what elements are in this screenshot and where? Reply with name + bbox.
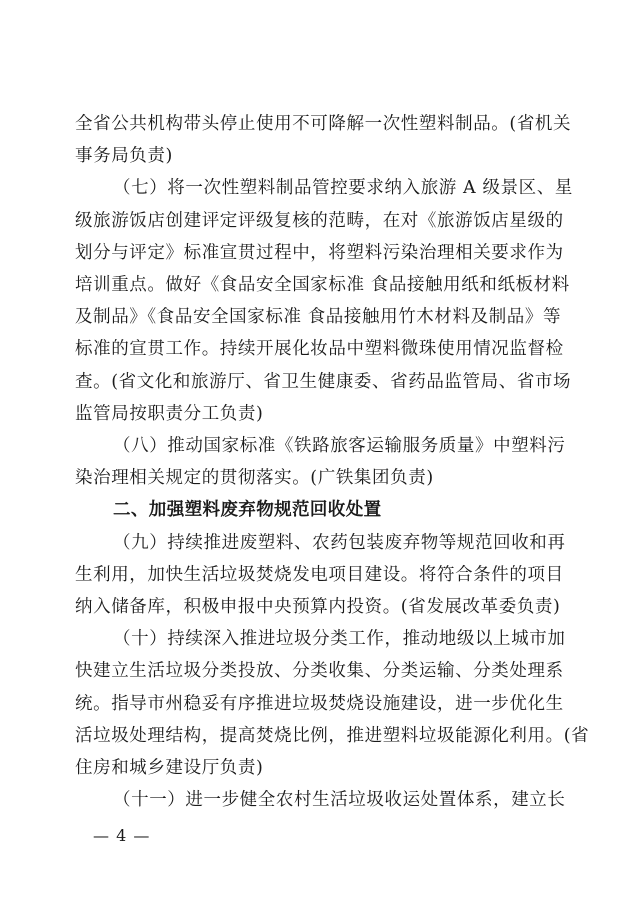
text-line-15: 生利用，加快生活垃圾焚烧发电项目建设。将符合条件的项目	[75, 565, 564, 585]
text-line-10: 监管局按职责分工负责)	[75, 404, 264, 424]
text-line-6: 培训重点。做好《食品安全国家标准 食品接触用纸和纸板材料	[75, 275, 570, 295]
text-line-18: 快建立生活垃圾分类投放、分类收集、分类运输、分类处理系	[75, 661, 564, 681]
text-line-19: 统。指导市州稳妥有序推进垃圾焚烧设施建设，进一步优化生	[75, 694, 564, 714]
text-line-2: 事务局负责)	[75, 146, 173, 166]
text-line-3: （七）将一次性塑料制品管控要求纳入旅游 A 级景区、星	[113, 178, 573, 198]
text-line-21: 住房和城乡建设厅负责)	[75, 758, 264, 778]
section-heading: 二、加强塑料废弃物规范回收处置	[113, 500, 382, 520]
text-line-14: （九）持续推进废塑料、农药包装废弃物等规范回收和再	[113, 533, 566, 553]
text-line-17: （十）持续深入推进垃圾分类工作，推动地级以上城市加	[113, 629, 566, 649]
text-line-22: （十一）进一步健全农村生活垃圾收运处置体系，建立长	[113, 790, 566, 810]
text-line-16: 纳入储备库，积极申报中央预算内投资。(省发展改革委负责)	[75, 597, 561, 617]
page-number: — 4 —	[93, 826, 151, 845]
text-line-11: （八）推动国家标准《铁路旅客运输服务质量》中塑料污	[113, 436, 566, 456]
text-line-7: 及制品》《食品安全国家标准 食品接触用竹木材料及制品》等	[75, 307, 562, 327]
text-line-12: 染治理相关规定的贯彻落实。(广铁集团负责)	[75, 468, 434, 488]
text-line-4: 级旅游饭店创建评定评级复核的范畴，在对《旅游饭店星级的	[75, 211, 564, 231]
text-line-20: 活垃圾处理结构，提高焚烧比例，推进塑料垃圾能源化利用。(省	[75, 726, 590, 746]
text-line-8: 标准的宣贯工作。持续开展化妆品中塑料微珠使用情况监督检	[75, 339, 564, 359]
text-line-1: 全省公共机构带头停止使用不可降解一次性塑料制品。(省机关	[75, 114, 572, 134]
text-line-5: 划分与评定》标准宣贯过程中，将塑料污染治理相关要求作为	[75, 243, 564, 263]
text-line-9: 查。(省文化和旅游厅、省卫生健康委、省药品监管局、省市场	[75, 372, 572, 392]
